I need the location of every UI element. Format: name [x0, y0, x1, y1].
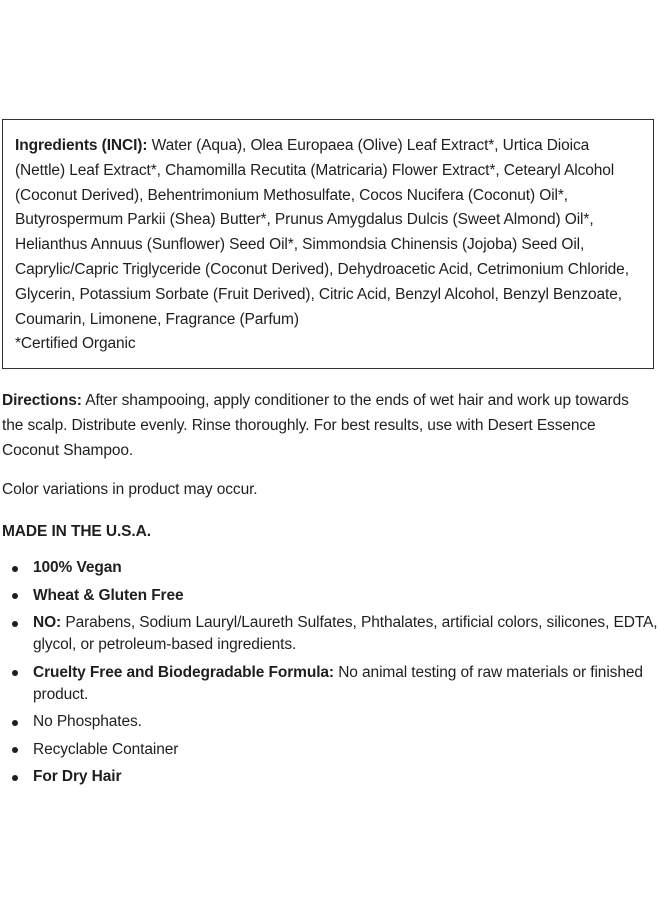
list-item — [0, 766, 660, 788]
color-variation-note: Color variations in product may occur. — [2, 481, 258, 498]
list-item — [0, 662, 660, 706]
bullet-icon — [12, 720, 18, 726]
ingredients-box — [2, 119, 654, 369]
list-item — [0, 711, 660, 733]
made-in-usa-heading: MADE IN THE U.S.A. — [2, 523, 151, 540]
feature-bold: Cruelty Free and Biodegradable Formula: — [33, 663, 334, 681]
directions-text: After shampooing, apply conditioner to the ends of wet hair and work up towards the scalp. Distribute evenly. Rinse thoroughly. For best results, use with Desert Essence Coconut Shampoo. — [2, 392, 629, 459]
ingredients-text: Water (Aqua), Olea Europaea (Olive) Leaf Extract*, Urtica Dioica (Nettle) Leaf Extract*, Chamomilla Recutita (Matricaria) Flower Extract*, Cetearyl Alcohol (Coconut Derived), Behentrimonium Methosulfate, Cocos Nucifera (Coconut) Oil*, Butyrospermum Parkii (Shea) Butter*, Prunus Amygdalus Dulcis (Sweet Almond) Oil*, Helianthus Annuus (Sunflower) Seed Oil*, Simmondsia Chinensis (Jojoba) Seed Oil, Caprylic/Capric Triglyceride (Coconut Derived), Dehydroacetic Acid, Cetrimonium Chloride, Glycerin, Potassium Sorbate (Fruit Derived), Citric Acid, Benzyl Alcohol, Benzyl Benzoate, Coumarin, Limonene, Fragrance (Parfum) — [15, 137, 629, 328]
bullet-icon — [12, 621, 18, 627]
feature-bold: 100% Vegan — [33, 559, 122, 576]
features-list — [0, 557, 660, 794]
feature-bold: NO: — [33, 614, 62, 631]
certified-organic-note: *Certified Organic — [15, 335, 136, 353]
feature-text: Recyclable Container — [33, 740, 179, 758]
feature-text: No Phosphates. — [33, 713, 142, 730]
feature-bold: Wheat & Gluten Free — [33, 586, 184, 604]
ingredients-paragraph — [15, 134, 643, 332]
bullet-icon — [12, 747, 18, 753]
feature-text: Parabens, Sodium Lauryl/Laureth Sulfates, Phthalates, artificial colors, silicones, EDTA, glycol, or petroleum-based ingredients. — [33, 614, 658, 653]
list-item — [0, 585, 660, 607]
feature-bold: For Dry Hair — [33, 768, 122, 785]
directions-paragraph — [2, 388, 652, 463]
bullet-icon — [12, 670, 18, 676]
feature-text: No animal testing of raw materials or finished product. — [33, 663, 643, 703]
list-item — [0, 739, 660, 761]
list-item — [0, 557, 660, 579]
ingredients-label: Ingredients (INCI): — [15, 137, 148, 154]
list-item — [0, 612, 660, 656]
bullet-icon — [12, 566, 18, 572]
directions-label: Directions: — [2, 392, 82, 409]
bullet-icon — [12, 775, 18, 781]
bullet-icon — [12, 593, 18, 599]
